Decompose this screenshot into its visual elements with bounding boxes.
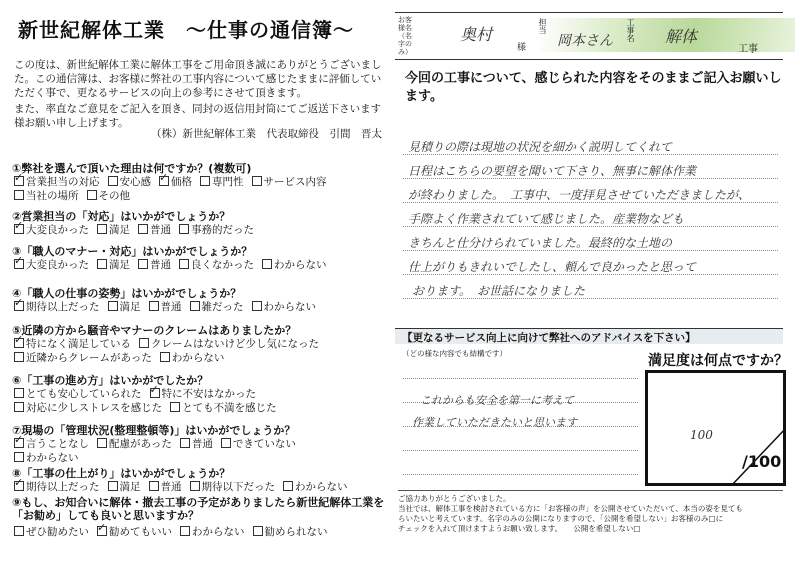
option-item[interactable]	[14, 386, 142, 401]
checkbox-icon[interactable]	[200, 176, 210, 186]
option-item[interactable]	[252, 174, 327, 189]
option-item[interactable]	[14, 436, 89, 451]
checkbox-icon[interactable]	[179, 224, 189, 234]
option-label: 普通	[150, 224, 171, 236]
option-item[interactable]	[179, 222, 254, 237]
checkbox-icon[interactable]	[283, 481, 293, 491]
checkbox-icon[interactable]	[138, 259, 148, 269]
option-label: ぜひ勧めたい	[26, 526, 89, 538]
checked-checkbox-icon[interactable]	[14, 176, 24, 186]
option-item[interactable]	[14, 257, 89, 272]
checked-checkbox-icon[interactable]	[14, 438, 24, 448]
option-label: 普通	[191, 438, 213, 450]
checkbox-icon[interactable]	[87, 190, 97, 200]
option-label: わからない	[192, 526, 245, 538]
question-label: ①弊社を選んで頂いた理由は何ですか？(複数可)	[12, 162, 252, 175]
ruled-line	[403, 450, 638, 451]
checkbox-icon[interactable]	[139, 338, 149, 348]
impression-question: 今回の工事について、感じられた内容をそのままご記入お願いします。	[405, 71, 782, 104]
option-item[interactable]	[180, 524, 245, 539]
checked-checkbox-icon[interactable]	[14, 259, 24, 269]
option-item[interactable]	[14, 350, 152, 365]
checkbox-icon[interactable]	[14, 352, 24, 362]
option-item[interactable]	[87, 188, 131, 203]
option-label: 勧められない	[264, 526, 328, 538]
option-label: 満足	[119, 481, 141, 493]
footer-notice	[398, 494, 783, 534]
option-label: 事務的だった	[191, 224, 254, 236]
checked-checkbox-icon[interactable]	[14, 224, 24, 234]
option-label: 営業担当の対応	[26, 176, 100, 188]
checkbox-icon[interactable]	[160, 352, 170, 362]
option-label: 対応に少しストレスを感じた	[26, 402, 163, 414]
option-item[interactable]	[108, 479, 141, 494]
checkbox-icon[interactable]	[180, 526, 190, 536]
option-label: 満足	[109, 224, 130, 236]
option-label: 価格	[171, 176, 192, 188]
staff-label: 担当	[538, 18, 547, 34]
option-label: 期待以上だった	[26, 481, 100, 493]
option-label: 勧めてもいい	[109, 526, 172, 538]
handwritten-comment-line: おります。 お世話になりました	[412, 284, 586, 298]
option-label: 期待以上だった	[26, 301, 100, 313]
option-row	[14, 257, 394, 272]
question-label: ⑦現場の「管理状況(整理整頓等)」はいかがでしょうか？	[12, 424, 296, 437]
option-item[interactable]	[14, 336, 131, 351]
option-label: わからない	[171, 352, 225, 364]
option-row	[14, 436, 394, 451]
checkbox-icon[interactable]	[190, 301, 200, 311]
handwritten-advice-line: これからも安全を第一に考えて	[420, 394, 574, 407]
handwritten-advice-line: 作業していただきたいと思います	[412, 416, 577, 429]
option-label: クレームはないけど少し気になった	[151, 338, 319, 350]
option-label: 普通	[160, 301, 182, 313]
option-label: わからない	[263, 301, 316, 313]
option-row	[14, 336, 394, 351]
checkbox-icon[interactable]	[170, 402, 180, 412]
checkbox-icon[interactable]	[97, 224, 107, 234]
option-label: 安心感	[119, 176, 151, 188]
option-item[interactable]	[14, 174, 100, 189]
work-type-value[interactable]: 解体	[665, 27, 698, 46]
option-item[interactable]	[262, 257, 327, 272]
option-label: 言うことなし	[26, 438, 89, 450]
option-item[interactable]	[108, 299, 141, 314]
option-item[interactable]	[221, 436, 296, 451]
option-item[interactable]	[138, 257, 171, 272]
option-row	[14, 386, 394, 401]
option-label: 雑だった	[201, 301, 244, 313]
option-item[interactable]	[97, 436, 172, 451]
option-item[interactable]	[14, 400, 162, 415]
option-item[interactable]	[108, 174, 152, 189]
handwritten-comment-line: 手際よく作業されていて感じました。産業物なども	[408, 212, 685, 226]
question-label: ②営業担当の「対応」はいかがでしょうか？	[12, 210, 231, 223]
checkbox-icon[interactable]	[97, 438, 107, 448]
checked-checkbox-icon[interactable]	[150, 388, 160, 398]
footer-line: ご協力ありがとうございました。	[398, 494, 511, 503]
option-label: わからない	[274, 259, 327, 271]
option-item[interactable]	[200, 174, 244, 189]
question-label: ③「職人のマナー・対応」はいかがでしょうか？	[12, 245, 253, 258]
question-label: ④「職人の仕事の姿勢」はいかがでしょうか？	[12, 287, 242, 300]
checkbox-icon[interactable]	[179, 259, 189, 269]
checkbox-icon[interactable]	[252, 176, 262, 186]
option-item[interactable]	[97, 222, 130, 237]
option-item[interactable]	[97, 524, 172, 539]
checkbox-icon[interactable]	[108, 301, 118, 311]
checkbox-icon[interactable]	[253, 526, 263, 536]
question-label: ⑤近隣の方から騒音やマナーのクレームはありましたか？	[12, 324, 297, 337]
option-label: 普通	[160, 481, 182, 493]
option-label: わからない	[26, 452, 79, 464]
option-item[interactable]	[283, 479, 348, 494]
intro-text	[14, 58, 386, 132]
intro-paragraph-1: この度は、新世紀解体工業に解体工事をご用命頂き誠にありがとうございました。この通信簿は、お客様に弊社の工事内容について感じたままに評価していただく事で、更なるサービスの向上の参考にさせて頂きます。	[14, 59, 382, 99]
checkbox-icon[interactable]	[149, 301, 159, 311]
option-label: 近隣からクレームがあった	[26, 352, 152, 364]
checkbox-icon[interactable]	[97, 259, 107, 269]
checkbox-icon[interactable]	[14, 402, 24, 412]
checkbox-icon[interactable]	[149, 481, 159, 491]
checked-checkbox-icon[interactable]	[14, 301, 24, 311]
option-row	[14, 222, 394, 237]
customer-honorific: 様	[517, 43, 527, 53]
handwritten-comment-line: きちんと仕分けられていました。最終的な土地の	[408, 236, 673, 250]
question-label: ⑥「工事の進め方」はいかがでしたか？	[12, 374, 209, 387]
handwritten-comment-line: 日程はこちらの要望を聞いて下さり、無事に解体作業	[408, 164, 697, 178]
footer-line: らいたいと考えています。名字のみの公開になりますので、「公開を希望しない」お客様のみ□に	[398, 514, 724, 523]
checkbox-icon[interactable]	[252, 301, 262, 311]
option-item[interactable]	[14, 222, 89, 237]
option-label: 配慮があった	[109, 438, 172, 450]
ruled-line	[403, 474, 638, 475]
option-item[interactable]	[139, 336, 319, 351]
option-label: できていない	[232, 438, 296, 450]
checkbox-icon[interactable]	[221, 438, 231, 448]
checkbox-icon[interactable]	[108, 481, 118, 491]
advice-title: 【更なるサービス向上に向けて弊社へのアドバイスを下さい】	[402, 332, 696, 344]
option-item[interactable]	[150, 386, 257, 401]
option-label: 大変良かった	[26, 224, 89, 236]
option-item[interactable]	[149, 299, 182, 314]
option-label: 期待以下だった	[201, 481, 275, 493]
question-label: ⑧「工事の仕上がり」はいかがでしょうか？	[12, 467, 231, 480]
option-row	[14, 188, 394, 203]
handwritten-comment-line: 仕上がりもきれいでしたし、頼んで良かったと思って	[408, 260, 697, 274]
handwritten-comment-line: が終わりました。 工事中、一度拝見させていただきましたが、	[408, 188, 751, 202]
option-item[interactable]	[14, 524, 89, 539]
footer-rule	[398, 490, 783, 491]
option-item[interactable]	[190, 479, 276, 494]
option-label: 普通	[150, 259, 171, 271]
option-item[interactable]	[190, 299, 244, 314]
footer-line: 当社では、解体工事を検討されている方に「お客様の声」を公開させていただいて、本当の姿を見ても	[398, 504, 743, 513]
checked-checkbox-icon[interactable]	[159, 176, 169, 186]
page-title: 新世紀解体工業 ～仕事の通信簿～	[18, 18, 354, 42]
checkbox-icon[interactable]	[14, 388, 24, 398]
question-label: ⑨もし、お知合いに解体・撤去工事の予定がありましたら新世紀解体工業を「お勧め」しても良いと思いますか？	[12, 496, 385, 522]
checkbox-icon[interactable]	[108, 176, 118, 186]
option-row	[14, 524, 394, 539]
customer-name-value[interactable]: 奥村	[460, 25, 493, 44]
option-item[interactable]	[138, 222, 171, 237]
intro-paragraph-2: また、率直なご意見をご記入を頂き、同封の返信用封筒にてご返送下さいます様お願い申し上げます。	[14, 103, 382, 129]
option-label: 満足	[119, 301, 141, 313]
option-label: 当社の場所	[26, 190, 79, 202]
option-item[interactable]	[252, 299, 317, 314]
option-item[interactable]	[149, 479, 182, 494]
option-label: 特に不安はなかった	[161, 388, 256, 400]
checked-checkbox-icon[interactable]	[14, 481, 24, 491]
option-item[interactable]	[180, 436, 213, 451]
option-label: その他	[98, 190, 130, 202]
checkbox-icon[interactable]	[14, 452, 24, 462]
option-row	[14, 400, 394, 415]
company-signature: （株）新世紀解体工業 代表取締役 引間 晋太	[151, 128, 382, 140]
option-label: 良くなかった	[191, 259, 254, 271]
option-row	[14, 174, 394, 189]
checkbox-icon[interactable]	[262, 259, 272, 269]
staff-name-value[interactable]: 岡本さん	[557, 33, 613, 49]
option-label: とても安心していられた	[26, 388, 142, 400]
option-item[interactable]	[170, 400, 277, 415]
option-label: 満足	[109, 259, 130, 271]
option-item[interactable]	[253, 524, 328, 539]
option-item[interactable]	[159, 174, 192, 189]
ruled-line	[403, 378, 638, 379]
advice-subtitle: （どの様な内容でも結構です）	[402, 349, 507, 358]
option-label: 大変良かった	[26, 259, 89, 271]
work-type-suffix: 工事	[738, 44, 758, 55]
checkbox-icon[interactable]	[14, 526, 24, 536]
checkbox-icon[interactable]	[14, 190, 24, 200]
option-label: わからない	[295, 481, 348, 493]
checked-checkbox-icon[interactable]	[97, 526, 107, 536]
option-row	[14, 299, 394, 314]
option-label: 特になく満足している	[26, 338, 131, 350]
option-item[interactable]	[14, 479, 100, 494]
option-row	[14, 350, 394, 365]
handwritten-comment-line: 見積りの際は現地の状況を細かく説明してくれて	[408, 140, 673, 154]
customer-label: お客様名（名字のみ）	[398, 16, 412, 56]
score-value[interactable]: 100	[690, 428, 713, 442]
option-label: 専門性	[212, 176, 244, 188]
checkbox-icon[interactable]	[138, 224, 148, 234]
option-item[interactable]	[160, 350, 225, 365]
option-row	[14, 450, 394, 465]
option-item[interactable]	[179, 257, 254, 272]
option-row	[14, 479, 394, 494]
option-label: サービス内容	[263, 176, 327, 188]
option-label: とても不満を感じた	[182, 402, 277, 414]
footer-line: チェックを入れて頂けますようお願い致します。 公開を希望しない□	[398, 524, 641, 533]
checked-checkbox-icon[interactable]	[14, 338, 24, 348]
checkbox-icon[interactable]	[180, 438, 190, 448]
score-title: 満足度は何点ですか？	[648, 353, 788, 369]
score-max: /100	[742, 452, 782, 471]
work-type-label: 工事名	[626, 18, 635, 42]
option-item[interactable]	[14, 299, 100, 314]
option-item[interactable]	[14, 450, 79, 465]
option-item[interactable]	[97, 257, 130, 272]
option-item[interactable]	[14, 188, 79, 203]
checkbox-icon[interactable]	[190, 481, 200, 491]
